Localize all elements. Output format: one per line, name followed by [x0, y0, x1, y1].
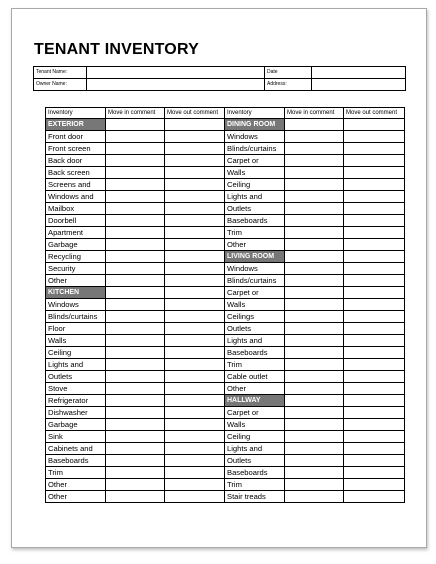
inventory-item-label: Blinds/curtains [225, 275, 285, 287]
move-out-comment-cell[interactable] [165, 395, 225, 407]
table-row [46, 239, 405, 251]
move-in-comment-cell[interactable] [106, 251, 165, 263]
inventory-item-label: Walls [225, 167, 285, 179]
table-row [46, 491, 405, 503]
move-in-comment-cell[interactable] [285, 227, 344, 239]
move-in-comment-cell[interactable] [285, 299, 344, 311]
tenant-name-field[interactable] [87, 67, 265, 79]
column-header: Inventory [225, 108, 285, 119]
move-out-comment-cell[interactable] [344, 215, 405, 227]
table-header-row [46, 108, 405, 119]
move-in-comment-cell[interactable] [106, 311, 165, 323]
move-in-comment-cell[interactable] [285, 359, 344, 371]
move-out-comment-cell[interactable] [165, 143, 225, 155]
move-out-comment-cell[interactable] [165, 227, 225, 239]
inventory-item-label: Windows and [46, 191, 106, 203]
inventory-item-label: Trim [225, 479, 285, 491]
inventory-item-label: Walls [225, 299, 285, 311]
inventory-item-label: Lights and [225, 335, 285, 347]
date-field[interactable] [312, 67, 406, 79]
move-in-comment-cell[interactable] [285, 371, 344, 383]
move-in-comment-cell[interactable] [285, 167, 344, 179]
move-out-comment-cell[interactable] [344, 203, 405, 215]
inventory-item-label: Stove [46, 383, 106, 395]
move-in-comment-cell[interactable] [106, 407, 165, 419]
inventory-table [45, 107, 405, 503]
table-row [46, 371, 405, 383]
move-out-comment-cell[interactable] [165, 167, 225, 179]
inventory-item-label: Back door [46, 155, 106, 167]
move-out-comment-cell[interactable] [165, 371, 225, 383]
move-in-comment-cell[interactable] [285, 335, 344, 347]
date-label: Date [265, 67, 312, 79]
inventory-item-label: Outlets [225, 203, 285, 215]
move-in-comment-cell[interactable] [285, 395, 344, 407]
move-in-comment-cell[interactable] [106, 143, 165, 155]
inventory-item-label: Walls [225, 419, 285, 431]
move-out-comment-cell[interactable] [344, 299, 405, 311]
move-out-comment-cell[interactable] [344, 143, 405, 155]
move-in-comment-cell[interactable] [285, 251, 344, 263]
move-out-comment-cell[interactable] [165, 419, 225, 431]
move-in-comment-cell[interactable] [285, 263, 344, 275]
move-out-comment-cell[interactable] [165, 467, 225, 479]
move-out-comment-cell[interactable] [344, 455, 405, 467]
table-row [46, 455, 405, 467]
move-in-comment-cell[interactable] [106, 371, 165, 383]
move-out-comment-cell[interactable] [344, 467, 405, 479]
table-row [46, 263, 405, 275]
move-in-comment-cell[interactable] [285, 155, 344, 167]
table-row [46, 203, 405, 215]
move-in-comment-cell[interactable] [106, 335, 165, 347]
move-in-comment-cell[interactable] [106, 455, 165, 467]
move-out-comment-cell[interactable] [165, 191, 225, 203]
owner-name-field[interactable] [87, 79, 265, 91]
move-in-comment-cell[interactable] [106, 323, 165, 335]
tenant-info-row [34, 67, 406, 79]
table-row [46, 287, 405, 299]
move-out-comment-cell[interactable] [344, 251, 405, 263]
move-out-comment-cell[interactable] [344, 431, 405, 443]
move-out-comment-cell[interactable] [344, 335, 405, 347]
move-out-comment-cell[interactable] [165, 263, 225, 275]
inventory-item-label: Ceiling [225, 431, 285, 443]
inventory-item-label: Doorbell [46, 215, 106, 227]
inventory-item-label: Front screen [46, 143, 106, 155]
table-row [46, 323, 405, 335]
move-in-comment-cell[interactable] [285, 431, 344, 443]
move-in-comment-cell[interactable] [285, 491, 344, 503]
section-header: DINING ROOM [225, 119, 285, 131]
section-header: EXTERIOR [46, 119, 106, 131]
move-in-comment-cell[interactable] [285, 347, 344, 359]
owner-info-row [34, 79, 406, 91]
inventory-item-label: Lights and [225, 443, 285, 455]
move-in-comment-cell[interactable] [285, 287, 344, 299]
section-header: HALLWAY [225, 395, 285, 407]
move-out-comment-cell[interactable] [344, 359, 405, 371]
move-in-comment-cell[interactable] [106, 227, 165, 239]
inventory-item-label: Carpet or [225, 287, 285, 299]
section-header: LIVING ROOM [225, 251, 285, 263]
move-in-comment-cell[interactable] [106, 491, 165, 503]
inventory-item-label: Carpet or [225, 155, 285, 167]
move-out-comment-cell[interactable] [165, 155, 225, 167]
move-in-comment-cell[interactable] [106, 275, 165, 287]
inventory-item-label: Sink [46, 431, 106, 443]
move-out-comment-cell[interactable] [165, 383, 225, 395]
move-in-comment-cell[interactable] [285, 191, 344, 203]
table-row [46, 251, 405, 263]
move-out-comment-cell[interactable] [344, 323, 405, 335]
inventory-item-label: Stair treads [225, 491, 285, 503]
move-in-comment-cell[interactable] [285, 119, 344, 131]
column-header: Move out comment [344, 108, 405, 119]
inventory-item-label: Trim [225, 359, 285, 371]
move-out-comment-cell[interactable] [165, 311, 225, 323]
table-row [46, 431, 405, 443]
table-row [46, 215, 405, 227]
move-in-comment-cell[interactable] [285, 467, 344, 479]
table-row [46, 275, 405, 287]
move-in-comment-cell[interactable] [106, 119, 165, 131]
owner-name-label: Owner Name: [34, 79, 87, 91]
column-header: Inventory [46, 108, 106, 119]
move-in-comment-cell[interactable] [106, 419, 165, 431]
tenant-info-table [33, 66, 406, 91]
inventory-item-label: Carpet or [225, 407, 285, 419]
move-in-comment-cell[interactable] [285, 203, 344, 215]
move-out-comment-cell[interactable] [165, 119, 225, 131]
table-row [46, 227, 405, 239]
move-in-comment-cell[interactable] [106, 347, 165, 359]
move-in-comment-cell[interactable] [285, 479, 344, 491]
move-in-comment-cell[interactable] [106, 263, 165, 275]
inventory-item-label: Blinds/curtains [225, 143, 285, 155]
table-row [46, 311, 405, 323]
table-row [46, 335, 405, 347]
move-out-comment-cell[interactable] [344, 179, 405, 191]
move-in-comment-cell[interactable] [106, 191, 165, 203]
table-row [46, 167, 405, 179]
table-row [46, 395, 405, 407]
move-in-comment-cell[interactable] [106, 479, 165, 491]
inventory-item-label: Garbage [46, 239, 106, 251]
inventory-item-label: Garbage [46, 419, 106, 431]
move-out-comment-cell[interactable] [165, 131, 225, 143]
move-out-comment-cell[interactable] [165, 299, 225, 311]
move-out-comment-cell[interactable] [165, 431, 225, 443]
move-in-comment-cell[interactable] [106, 179, 165, 191]
move-in-comment-cell[interactable] [106, 299, 165, 311]
table-row [46, 359, 405, 371]
table-row [46, 443, 405, 455]
move-out-comment-cell[interactable] [344, 443, 405, 455]
move-out-comment-cell[interactable] [344, 311, 405, 323]
inventory-item-label: Dishwasher [46, 407, 106, 419]
move-in-comment-cell[interactable] [106, 167, 165, 179]
move-out-comment-cell[interactable] [165, 479, 225, 491]
table-row [46, 467, 405, 479]
move-in-comment-cell[interactable] [106, 155, 165, 167]
inventory-item-label: Mailbox [46, 203, 106, 215]
move-in-comment-cell[interactable] [285, 239, 344, 251]
table-row [46, 131, 405, 143]
move-in-comment-cell[interactable] [285, 311, 344, 323]
inventory-item-label: Other [46, 479, 106, 491]
address-field[interactable] [312, 79, 406, 91]
move-out-comment-cell[interactable] [344, 347, 405, 359]
inventory-item-label: Security [46, 263, 106, 275]
move-out-comment-cell[interactable] [165, 443, 225, 455]
move-out-comment-cell[interactable] [165, 203, 225, 215]
move-out-comment-cell[interactable] [165, 491, 225, 503]
inventory-item-label: Baseboards [225, 467, 285, 479]
move-out-comment-cell[interactable] [344, 419, 405, 431]
move-out-comment-cell[interactable] [344, 275, 405, 287]
move-out-comment-cell[interactable] [165, 275, 225, 287]
move-in-comment-cell[interactable] [285, 383, 344, 395]
column-header: Move in comment [106, 108, 165, 119]
move-in-comment-cell[interactable] [106, 431, 165, 443]
document-page [11, 8, 427, 548]
inventory-item-label: Outlets [46, 371, 106, 383]
move-out-comment-cell[interactable] [165, 323, 225, 335]
column-header: Move in comment [285, 108, 344, 119]
inventory-item-label: Windows [225, 131, 285, 143]
table-row [46, 191, 405, 203]
section-header: KITCHEN [46, 287, 106, 299]
move-out-comment-cell[interactable] [344, 155, 405, 167]
move-out-comment-cell[interactable] [344, 287, 405, 299]
move-out-comment-cell[interactable] [165, 359, 225, 371]
table-row [46, 407, 405, 419]
move-out-comment-cell[interactable] [344, 191, 405, 203]
inventory-item-label: Baseboards [225, 347, 285, 359]
move-out-comment-cell[interactable] [165, 215, 225, 227]
move-out-comment-cell[interactable] [165, 455, 225, 467]
move-out-comment-cell[interactable] [344, 227, 405, 239]
inventory-item-label: Apartment [46, 227, 106, 239]
table-row [46, 479, 405, 491]
inventory-item-label: Floor [46, 323, 106, 335]
inventory-item-label: Windows [225, 263, 285, 275]
inventory-item-label: Lights and [46, 359, 106, 371]
inventory-item-label: Front door [46, 131, 106, 143]
move-in-comment-cell[interactable] [285, 419, 344, 431]
move-out-comment-cell[interactable] [344, 371, 405, 383]
inventory-item-label: Cable outlet [225, 371, 285, 383]
inventory-item-label: Ceiling [225, 179, 285, 191]
inventory-item-label: Other [225, 239, 285, 251]
tenant-name-label: Tenant Name: [34, 67, 87, 79]
move-in-comment-cell[interactable] [285, 407, 344, 419]
move-in-comment-cell[interactable] [106, 467, 165, 479]
move-out-comment-cell[interactable] [344, 491, 405, 503]
inventory-item-label: Refrigerator [46, 395, 106, 407]
move-out-comment-cell[interactable] [165, 287, 225, 299]
inventory-item-label: Baseboards [46, 455, 106, 467]
inventory-item-label: Baseboards [225, 215, 285, 227]
move-in-comment-cell[interactable] [285, 443, 344, 455]
page-title: TENANT INVENTORY [34, 41, 199, 58]
inventory-item-label: Windows [46, 299, 106, 311]
inventory-item-label: Cabinets and [46, 443, 106, 455]
inventory-item-label: Ceilings [225, 311, 285, 323]
move-out-comment-cell[interactable] [344, 479, 405, 491]
move-out-comment-cell[interactable] [344, 407, 405, 419]
inventory-item-label: Walls [46, 335, 106, 347]
inventory-item-label: Lights and [225, 191, 285, 203]
move-in-comment-cell[interactable] [106, 443, 165, 455]
move-out-comment-cell[interactable] [165, 179, 225, 191]
address-label: Address: [265, 79, 312, 91]
move-out-comment-cell[interactable] [344, 131, 405, 143]
move-in-comment-cell[interactable] [106, 203, 165, 215]
inventory-item-label: Other [46, 491, 106, 503]
move-in-comment-cell[interactable] [285, 275, 344, 287]
table-row [46, 179, 405, 191]
table-row [46, 383, 405, 395]
inventory-item-label: Other [46, 275, 106, 287]
inventory-item-label: Blinds/curtains [46, 311, 106, 323]
table-row [46, 299, 405, 311]
column-header: Move out comment [165, 108, 225, 119]
table-row [46, 155, 405, 167]
move-out-comment-cell[interactable] [344, 239, 405, 251]
table-row [46, 143, 405, 155]
move-in-comment-cell[interactable] [285, 179, 344, 191]
move-out-comment-cell[interactable] [344, 167, 405, 179]
move-in-comment-cell[interactable] [285, 215, 344, 227]
move-out-comment-cell[interactable] [165, 335, 225, 347]
move-in-comment-cell[interactable] [285, 131, 344, 143]
table-row [46, 119, 405, 131]
inventory-item-label: Outlets [225, 323, 285, 335]
inventory-item-label: Back screen [46, 167, 106, 179]
move-in-comment-cell[interactable] [285, 323, 344, 335]
move-out-comment-cell[interactable] [344, 395, 405, 407]
move-out-comment-cell[interactable] [344, 383, 405, 395]
table-row [46, 419, 405, 431]
move-out-comment-cell[interactable] [165, 347, 225, 359]
move-out-comment-cell[interactable] [165, 239, 225, 251]
move-in-comment-cell[interactable] [106, 383, 165, 395]
move-in-comment-cell[interactable] [106, 131, 165, 143]
move-out-comment-cell[interactable] [165, 251, 225, 263]
move-in-comment-cell[interactable] [285, 455, 344, 467]
inventory-item-label: Recycling [46, 251, 106, 263]
move-out-comment-cell[interactable] [344, 263, 405, 275]
inventory-item-label: Outlets [225, 455, 285, 467]
move-in-comment-cell[interactable] [106, 359, 165, 371]
move-out-comment-cell[interactable] [165, 407, 225, 419]
inventory-item-label: Trim [46, 467, 106, 479]
move-in-comment-cell[interactable] [106, 239, 165, 251]
move-in-comment-cell[interactable] [106, 287, 165, 299]
move-in-comment-cell[interactable] [285, 143, 344, 155]
inventory-item-label: Other [225, 383, 285, 395]
inventory-item-label: Screens and [46, 179, 106, 191]
table-row [46, 347, 405, 359]
move-in-comment-cell[interactable] [106, 215, 165, 227]
inventory-item-label: Trim [225, 227, 285, 239]
move-out-comment-cell[interactable] [344, 119, 405, 131]
inventory-item-label: Ceiling [46, 347, 106, 359]
move-in-comment-cell[interactable] [106, 395, 165, 407]
